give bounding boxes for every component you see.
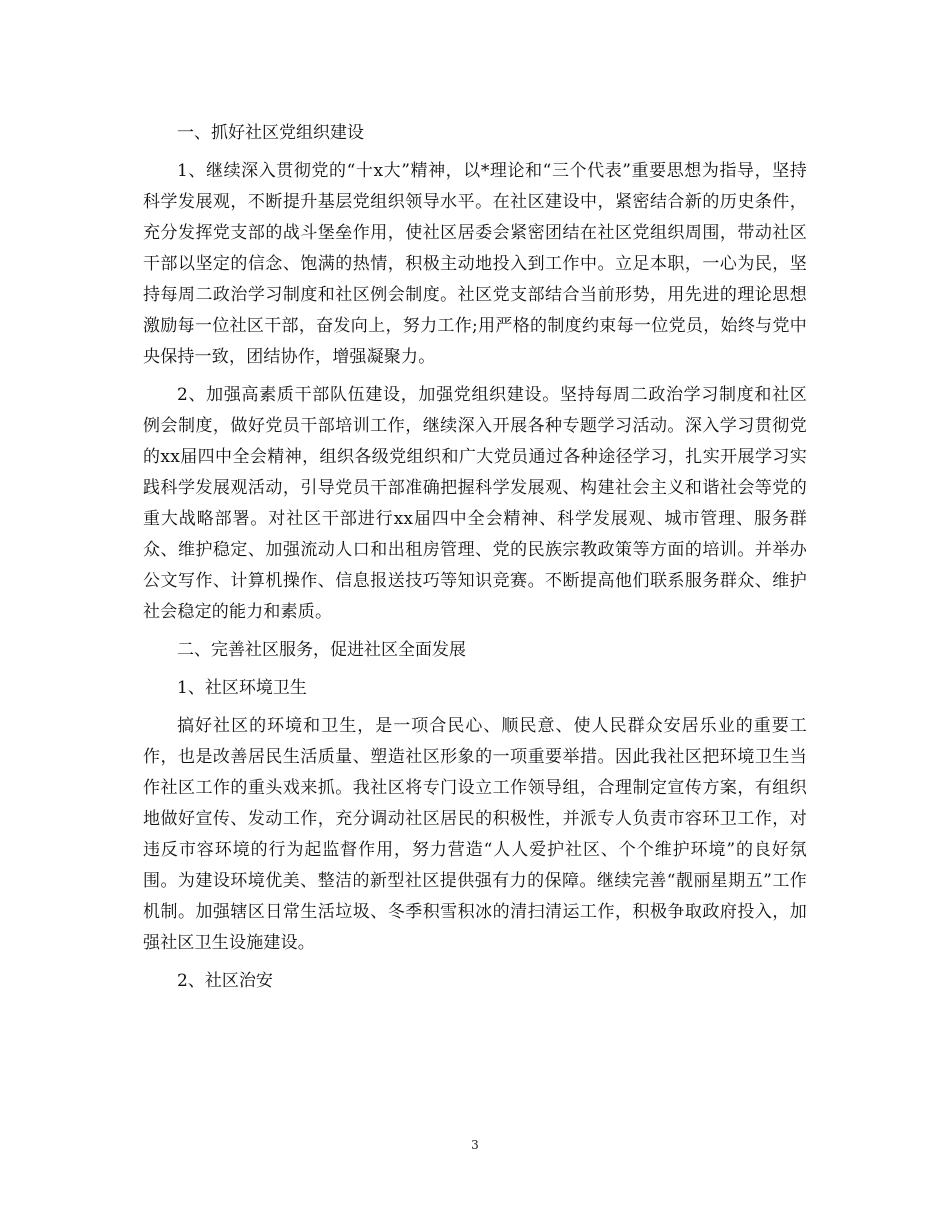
paragraph-1: 1、继续深入贯彻党的“十x大”精神，以*理论和“三个代表”重要思想为指导，坚持科学发展观，不断提升基层党组织领导水平。在社区建设中，紧密结合新的历史条件，充分发挥党支部的战斗堡垒作用，使社区居委会紧密团结在社区党组织周围，带动社区干部以坚定的信念、饱满的热情，积极主动地投入到工作中。立足本职，一心为民，坚持每周二政治学习制度和社区例会制度。社区党支部结合当前形势，用先进的理论思想激励每一位社区干部，奋发向上，努力工作;用严格的制度约束每一位党员，始终与党中央保持一致，团结协作，增强凝聚力。 xyxy=(143,161,807,367)
subsection-heading-2: 2、社区治安 xyxy=(177,971,273,991)
paragraph-2: 2、加强高素质干部队伍建设，加强党组织建设。坚持每周二政治学习制度和社区例会制度，做好党员干部培训工作，继续深入开展各种专题学习活动。深入学习贯彻党的xx届四中全会精神，组织各级党组织和广大党员通过各种途径学习，扎实开展学习实践科学发展观活动，引导党员干部准确把握科学发展观、构建社会主义和谐社会等党的重大战略部署。对社区干部进行xx届四中全会精神、科学发展观、城市管理、服务群众、维护稳定、加强流动人口和出租房管理、党的民族宗教政策等方面的培训。并举办公文写作、计算机操作、信息报送技巧等知识竞赛。不断提高他们联系服务群众、维护社会稳定的能力和素质。 xyxy=(143,385,807,622)
section-heading-2: 二、完善社区服务，促进社区全面发展 xyxy=(177,640,466,660)
subsection-heading-1: 1、社区环境卫生 xyxy=(177,678,307,698)
paragraph-3: 搞好社区的环境和卫生，是一项合民心、顺民意、使人民群众安居乐业的重要工作，也是改善居民生活质量、塑造社区形象的一项重要举措。因此我社区把环境卫生当作社区工作的重头戏来抓。我社区将专门设立工作领导组，合理制定宣传方案，有组织地做好宣传、发动工作，充分调动社区居民的积极性，并派专人负责市容环卫工作，对违反市容环境的行为起监督作用，努力营造“人人爱护社区、个个维护环境”的良好氛围。为建设环境优美、整洁的新型社区提供强有力的保障。继续完善“靓丽星期五”工作机制。加强辖区日常生活垃圾、冬季积雪积冰的清扫清运工作，积极争取政府投入，加强社区卫生设施建设。 xyxy=(143,716,807,953)
section-heading-1: 一、抓好社区党组织建设 xyxy=(177,123,364,143)
document-body xyxy=(143,118,807,997)
page-number: 3 xyxy=(471,1138,479,1152)
